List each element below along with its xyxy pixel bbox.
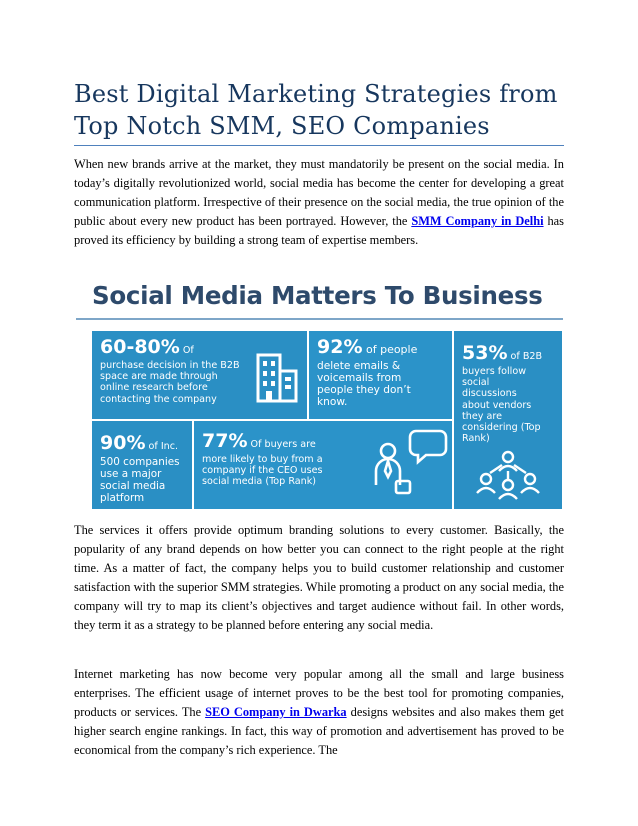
tile-gap xyxy=(452,331,454,509)
stat-tail: of people xyxy=(362,343,418,356)
businessman-speech-icon xyxy=(362,425,448,505)
stat-value: 77% xyxy=(202,430,248,452)
stat-text: buyers follow social discussions about vendors they are considering (Top Rank) xyxy=(462,366,541,445)
tile-gap xyxy=(192,421,194,509)
social-media-infographic xyxy=(76,277,563,509)
intro-text-start: When new brands arrive at the market, they must mandatorily be present on the social media. In today’s digitally revolutionized world, social media has become the center for developing a great communication platform. Irrespective of their presence on the social media, the true opinion of the public about every new product has been portrayed. However, the xyxy=(74,157,564,229)
tile-gap xyxy=(92,419,452,421)
stat-tile-90 xyxy=(92,421,192,509)
infographic-divider xyxy=(76,318,563,320)
stat-tile-92 xyxy=(309,331,452,419)
stat-tail: of Inc. xyxy=(145,441,179,452)
tile-gap xyxy=(307,331,309,419)
stat-text: purchase decision in the B2B space are made through online research before contacting the company xyxy=(100,360,240,405)
stat-tile-60-80 xyxy=(92,331,315,419)
page-title: Best Digital Marketing Strategies from Top Notch SMM, SEO Companies xyxy=(74,80,558,140)
marketing-text-end: designs websites and also makes them get higher search engine rankings. In fact, this way of promotion and advertisement has proved to be economical from the company’s rich experience. The xyxy=(74,705,564,758)
title-divider xyxy=(74,145,564,146)
stat-text: more likely to buy from a company if the CEO uses social media (Top Rank) xyxy=(202,454,323,488)
services-paragraph: The services it offers provide optimum branding solutions to every customer. Basically, the popularity of any brand depends on how better you can connect to the right people at the right time. As a matter of fact, the company helps you to build customer relationship and customer satisfaction with the superior SMM strategies. While promoting a product on any social media, the company will try to map its client’s objectives and target audience without fail. In other words, they term it as a strategy to be planned before entering any social media. xyxy=(74,523,564,633)
stat-value: 53% xyxy=(462,342,508,364)
infographic-heading: Social Media Matters To Business xyxy=(92,281,543,310)
intro-paragraph xyxy=(74,155,564,250)
stat-tile-77 xyxy=(194,421,452,509)
stat-text: 500 companies use a major social media platform xyxy=(100,456,180,504)
building-icon xyxy=(254,349,302,405)
smm-company-link[interactable]: SMM Company in Delhi xyxy=(411,214,544,229)
stat-text: delete emails & voicemails from people they don’t know. xyxy=(317,360,411,408)
internet-marketing-paragraph xyxy=(74,665,564,760)
stat-value: 90% xyxy=(100,432,146,454)
stat-value: 92% xyxy=(317,336,363,358)
stat-tail: Of buyers are xyxy=(247,439,316,450)
intro-text-end: has proved its efficiency by building a strong team of expertise members. xyxy=(74,214,564,248)
stat-tile-53 xyxy=(454,331,562,509)
people-network-icon xyxy=(472,449,544,501)
stat-tail: Of xyxy=(179,345,194,356)
stat-value: 60-80% xyxy=(100,336,180,358)
marketing-text-start: Internet marketing has now become very popular among all the small and large business enterprises. The efficient usage of internet proves to be the best tool for promoting companies, products or services. The xyxy=(74,667,564,720)
stat-tail: of B2B xyxy=(507,351,543,362)
seo-company-link[interactable]: SEO Company in Dwarka xyxy=(205,705,347,720)
